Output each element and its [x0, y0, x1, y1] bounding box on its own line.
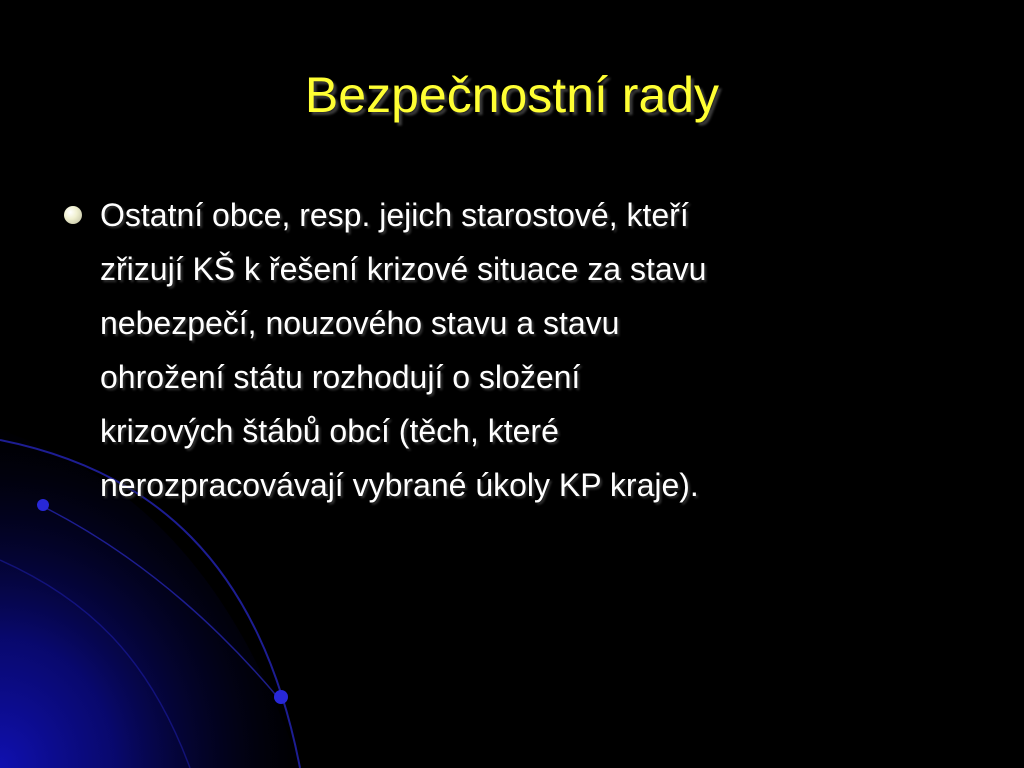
bullet-line: nebezpečí, nouzového stavu a stavu: [100, 305, 620, 341]
swoosh-dot-2: [274, 690, 288, 704]
bullet-line: krizových štábů obcí (těch, které: [100, 413, 559, 449]
bullet-dot-icon: [64, 206, 82, 224]
bullet-line: nerozpracovávají vybrané úkoly KP kraje).: [100, 467, 699, 503]
bullet-item: [60, 188, 970, 512]
bullet-list: [60, 188, 970, 512]
bullet-line: zřizují KŠ k řešení krizové situace za stavu: [100, 251, 707, 287]
bullet-line: ohrožení státu rozhodují o složení: [100, 359, 581, 395]
bullet-line: Ostatní obce, resp. jejich starostové, kteří: [100, 197, 689, 233]
slide-title: Bezpečnostní rady: [304, 67, 720, 123]
swoosh-dot-1: [37, 499, 49, 511]
